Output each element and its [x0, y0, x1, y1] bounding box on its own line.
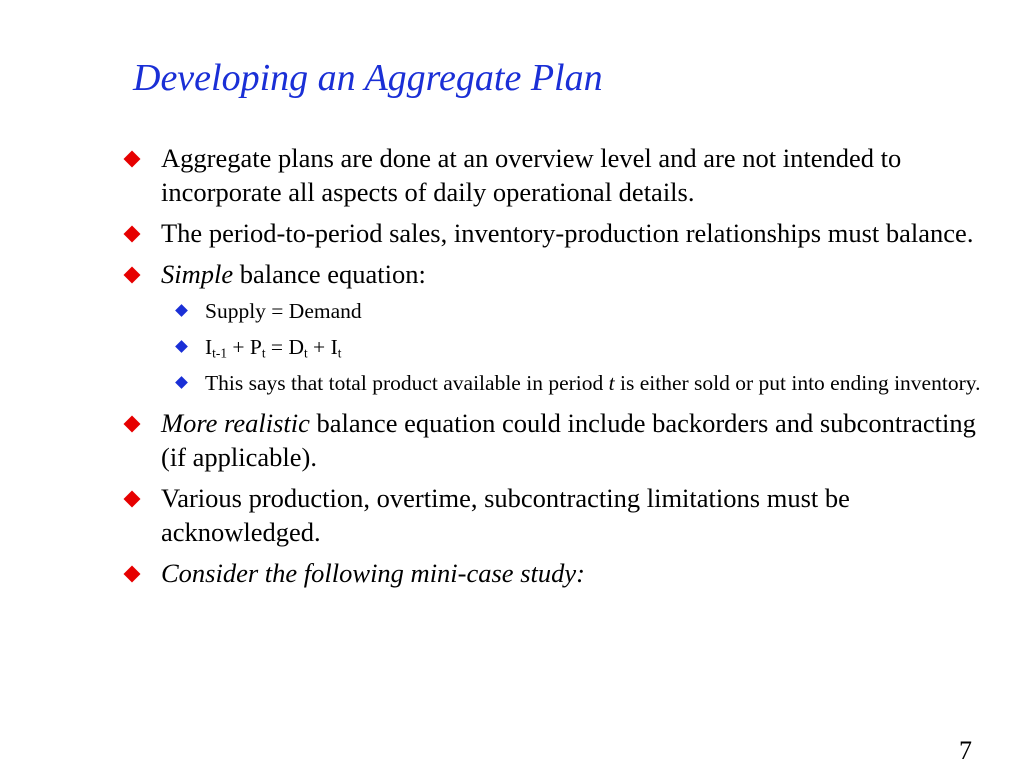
sub-bullet-item [120, 368, 990, 398]
equation-term: I [205, 335, 213, 359]
bullet-item [120, 481, 990, 549]
sub-bullet-italic-text: t [608, 371, 615, 395]
equation-term: D [288, 335, 304, 359]
equation-subscript: t [303, 345, 308, 361]
bullet-text: balance equation could include backorders and subcontracting (if applicable). [161, 408, 976, 472]
bullet-italic-text: Consider the following mini-case study: [161, 558, 585, 588]
blue-diamond-bullet-icon [175, 304, 188, 317]
bullet-italic-text: More realistic [161, 408, 310, 438]
bullet-italic-text: Simple [161, 259, 234, 289]
red-diamond-bullet-icon [124, 226, 141, 243]
red-diamond-bullet-icon [124, 267, 141, 284]
bullet-text: balance equation: [233, 259, 426, 289]
bullet-text: Aggregate plans are done at an overview level and are not intended to incorporate all aspects of daily operational details. [161, 143, 902, 207]
bullet-text: The period-to-period sales, inventory-production relationships must balance. [161, 218, 974, 248]
sub-bullet-text: is either sold or put into ending inventory. [614, 371, 981, 395]
equation-term: I [330, 335, 338, 359]
equation-subscript: t [261, 345, 266, 361]
sub-bullet-list [120, 296, 990, 398]
sub-bullet-item [120, 332, 990, 362]
sub-bullet-text: Supply = Demand [205, 299, 362, 323]
red-diamond-bullet-icon [124, 416, 141, 433]
blue-diamond-bullet-icon [175, 376, 188, 389]
slide-title: Developing an Aggregate Plan [133, 57, 603, 99]
bullet-item [120, 141, 990, 209]
equation-subscript: t-1 [212, 345, 227, 361]
equation-operator: + [226, 335, 250, 359]
balance-equation [205, 335, 341, 359]
equation-operator: + [307, 335, 331, 359]
page-number: 7 [959, 736, 972, 765]
sub-bullet-item [120, 296, 990, 326]
bullet-text: Various production, overtime, subcontracting limitations must be acknowledged. [161, 483, 850, 547]
equation-term: P [249, 335, 262, 359]
bullet-list [120, 141, 990, 597]
bullet-item [120, 257, 990, 291]
equation-subscript: t [337, 345, 342, 361]
red-diamond-bullet-icon [124, 566, 141, 583]
bullet-item [120, 216, 990, 250]
bullet-item [120, 406, 990, 474]
bullet-item [120, 556, 990, 590]
red-diamond-bullet-icon [124, 491, 141, 508]
red-diamond-bullet-icon [124, 151, 141, 168]
sub-bullet-text: This says that total product available in period [205, 371, 609, 395]
equation-operator: = [265, 335, 289, 359]
blue-diamond-bullet-icon [175, 340, 188, 353]
